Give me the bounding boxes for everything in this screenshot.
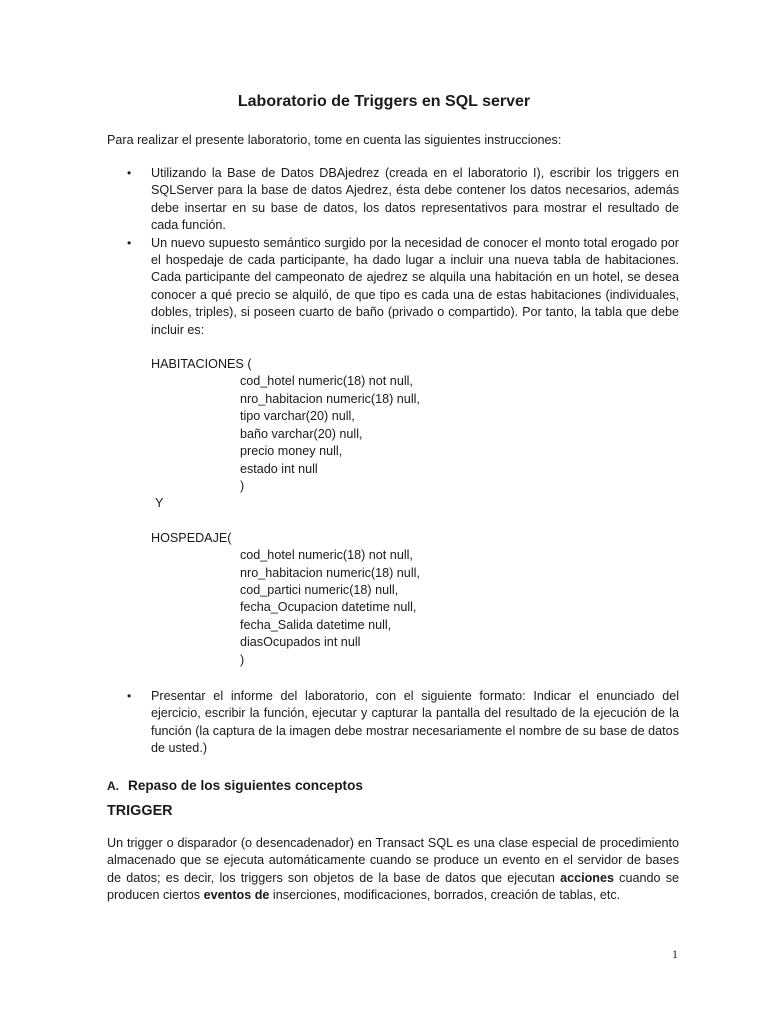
column-definition: estado int null [240,461,318,476]
closing-paren: ) [240,478,245,493]
instruction-text-2: Un nuevo supuesto semántico surgido por la necesidad de conocer el monto total erogado por el hospedaje de cada participante, ha dado lugar a incluir una nueva tabla de habitaciones. Cada participante del campeonato de ajedrez se alquila una habitación en un hotel, se desea conocer a qué precio se alquiló, de que tipo es cada una de estas habitaciones (individuales, dobles, triples), si poseen cuarto de baño (privado o compartido). Por tanto, la tabla que debe incluir es: [151,235,679,337]
column-definition: cod_hotel numeric(18) not null, [240,548,413,563]
connector-text: Y [155,496,164,511]
table-definition-hospedaje [107,530,679,669]
column-definition: tipo varchar(20) null, [240,409,355,424]
column-definition: cod_partici numeric(18) null, [240,582,399,597]
intro-text: Para realizar el presente laboratorio, tome en cuenta las siguientes instrucciones: [107,133,562,147]
column-definition: diasOcupados int null [240,635,361,650]
bullet-glyph: • [127,235,132,250]
paragraph-text: Un trigger o disparador (o desencadenador) en Transact SQL es una clase especial de procedimiento almacenado que se ejecuta automáticamente cuando se produce un evento en el servidor de bases de datos; es decir, los triggers son objetos de la base de datos que ejecutan [107,836,679,885]
bold-term-acciones: acciones [560,870,614,885]
bullet-glyph: • [127,689,132,703]
column-definition: fecha_Ocupacion datetime null, [240,600,417,615]
instruction-text-3: Presentar el informe del laboratorio, con el siguiente formato: Indicar el enunciado del ejercicio, escribir la función, ejecutar y capturar la pantalla del resultado de la ejecución de la función (la captura de la imagen debe mostrar necesariamente el nombre de su base de datos de usted.) [151,689,679,756]
section-a-heading [107,777,363,795]
column-definition: nro_habitacion numeric(18) null, [240,565,420,580]
page-number: 1 [672,947,678,961]
instruction-item-2 [107,235,679,339]
paragraph-text: cuando se producen ciertos [107,870,679,903]
bold-term-eventos: eventos de [203,888,270,903]
table-header-habitaciones: HABITACIONES ( [151,357,252,372]
table-header-hospedaje: HOSPEDAJE( [151,530,232,545]
column-definition: cod_hotel numeric(18) not null, [240,374,413,389]
document-title: Laboratorio de Triggers en SQL server [237,93,531,110]
trigger-definition-paragraph [107,835,679,905]
closing-paren: ) [240,652,245,667]
instruction-text-1: Utilizando la Base de Datos DBAjedrez (creada en el laboratorio I), escribir los triggers en SQLServer para la base de datos Ajedrez, ésta debe contener los datos necesarios, además debe insertar en su base de datos, los datos representativos para mostrar el resultado de cada función. [151,166,679,233]
instruction-item-3 [107,688,679,758]
column-definition: precio money null, [240,444,343,459]
instruction-item-1 [107,165,679,235]
section-letter: A. [107,779,119,793]
section-title: Repaso de los siguientes conceptos [128,778,363,793]
spacer [107,339,679,356]
table-definition-habitaciones [107,356,679,495]
trigger-heading: TRIGGER [107,803,173,819]
column-definition: baño varchar(20) null, [240,426,363,441]
bullet-glyph: • [127,166,132,180]
column-definition: nro_habitacion numeric(18) null, [240,391,420,406]
column-definition: fecha_Salida datetime null, [240,617,392,632]
paragraph-text: inserciones, modificaciones, borrados, creación de tablas, etc. [269,888,621,903]
instruction-list [107,165,679,669]
instruction-item-3-body [107,688,679,758]
spacer [107,513,679,530]
